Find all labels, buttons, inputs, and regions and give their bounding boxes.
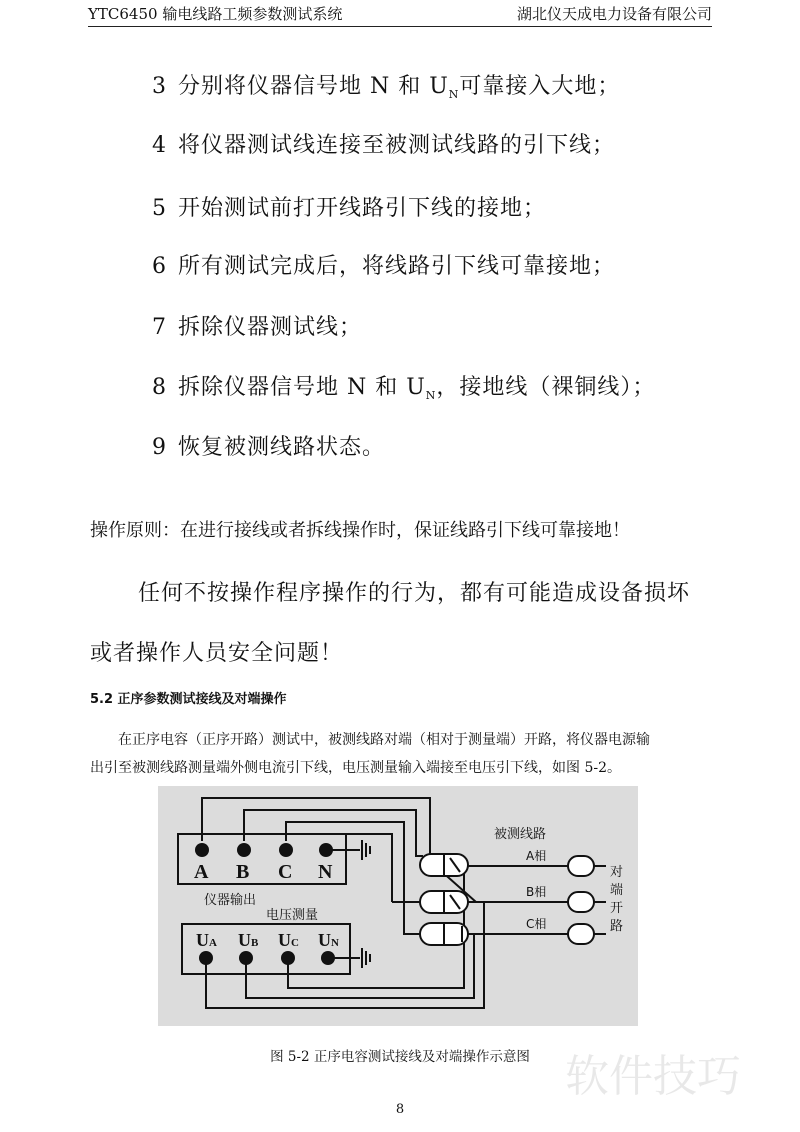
step-subscript: N	[425, 389, 437, 402]
wiring-diagram	[158, 786, 638, 1026]
voltage-terminal-label: UC	[278, 930, 299, 950]
step-text: 拆除仪器信号地 N 和 U	[178, 375, 426, 400]
section-title: 5.2 正序参数测试接线及对端操作	[90, 692, 287, 707]
voltage-terminal-label: UN	[318, 930, 339, 950]
phase-label: B相	[526, 885, 547, 899]
step-number: 9	[152, 435, 167, 460]
header-company-name: 湖北仪天成电力设备有限公司	[516, 5, 712, 23]
remote-open-label-char: 对	[610, 865, 624, 880]
figure-caption: 图 5-2 正序电容测试接线及对端操作示意图	[270, 1049, 530, 1065]
step-number: 5	[152, 196, 167, 221]
voltage-label: 电压测量	[266, 908, 319, 923]
step-item	[152, 433, 385, 463]
sleeve-rings	[420, 854, 468, 945]
phase-label: C相	[526, 917, 547, 931]
warning-line-2: 或者操作人员安全问题！	[90, 641, 344, 666]
step-text: 开始测试前打开线路引下线的接地；	[178, 196, 547, 221]
page-number: 8	[395, 1102, 405, 1117]
voltage-terminal-label: UB	[238, 930, 259, 950]
watermark: 软件技巧	[565, 1051, 741, 1102]
step-item	[152, 131, 615, 161]
line-under-test-label: 被测线路	[494, 827, 547, 842]
step-number: 3	[152, 74, 167, 99]
step-subscript: N	[448, 88, 460, 101]
step-text: 将仪器测试线连接至被测试线路的引下线；	[178, 133, 616, 158]
step-item	[152, 313, 362, 343]
step-text: 分别将仪器信号地 N 和 U	[178, 74, 449, 99]
step-text: 恢复被测线路状态。	[178, 435, 386, 460]
remote-open-label-char: 路	[610, 919, 624, 934]
output-label: 仪器输出	[204, 893, 257, 908]
step-text-end: 可靠接入大地；	[459, 74, 621, 99]
step-text: 拆除仪器测试线；	[178, 315, 363, 340]
step-item	[152, 252, 615, 282]
step-number: 6	[152, 254, 167, 279]
operation-principle: 操作原则：在进行接线或者拆线操作时，保证线路引下线可靠接地！	[90, 520, 630, 541]
step-item	[152, 373, 655, 406]
section-paragraph-line-2: 出引至被测线路测量端外侧电流引下线，电压测量输入端接至电压引下线，如图 5-2。	[90, 760, 621, 776]
step-number: 4	[152, 133, 167, 158]
voltage-terminal-label: UA	[196, 930, 217, 950]
terminal-label: B	[236, 861, 250, 883]
warning-line-1: 任何不按操作程序操作的行为，都有可能造成设备损坏	[138, 581, 691, 606]
remote-open-label-char: 开	[610, 901, 624, 916]
step-item	[152, 72, 620, 105]
step-text: 所有测试完成后，将线路引下线可靠接地；	[178, 254, 616, 279]
phase-label: A相	[526, 849, 547, 863]
terminal-label: N	[318, 861, 333, 883]
remote-open-label-char: 端	[610, 883, 624, 898]
page-header	[88, 4, 712, 27]
step-number: 8	[152, 375, 167, 400]
step-text-end: ，接地线（裸铜线）；	[436, 375, 656, 400]
remote-end-rings	[568, 856, 594, 944]
terminal-label: C	[278, 861, 293, 883]
terminal-label: A	[194, 861, 209, 883]
step-item	[152, 194, 546, 224]
section-paragraph-line-1: 在正序电容（正序开路）测试中，被测线路对端（相对于测量端）开路，将仪器电源输	[118, 732, 650, 748]
step-number: 7	[152, 315, 167, 340]
header-product-title: YTC6450 输电线路工频参数测试系统	[88, 5, 343, 23]
